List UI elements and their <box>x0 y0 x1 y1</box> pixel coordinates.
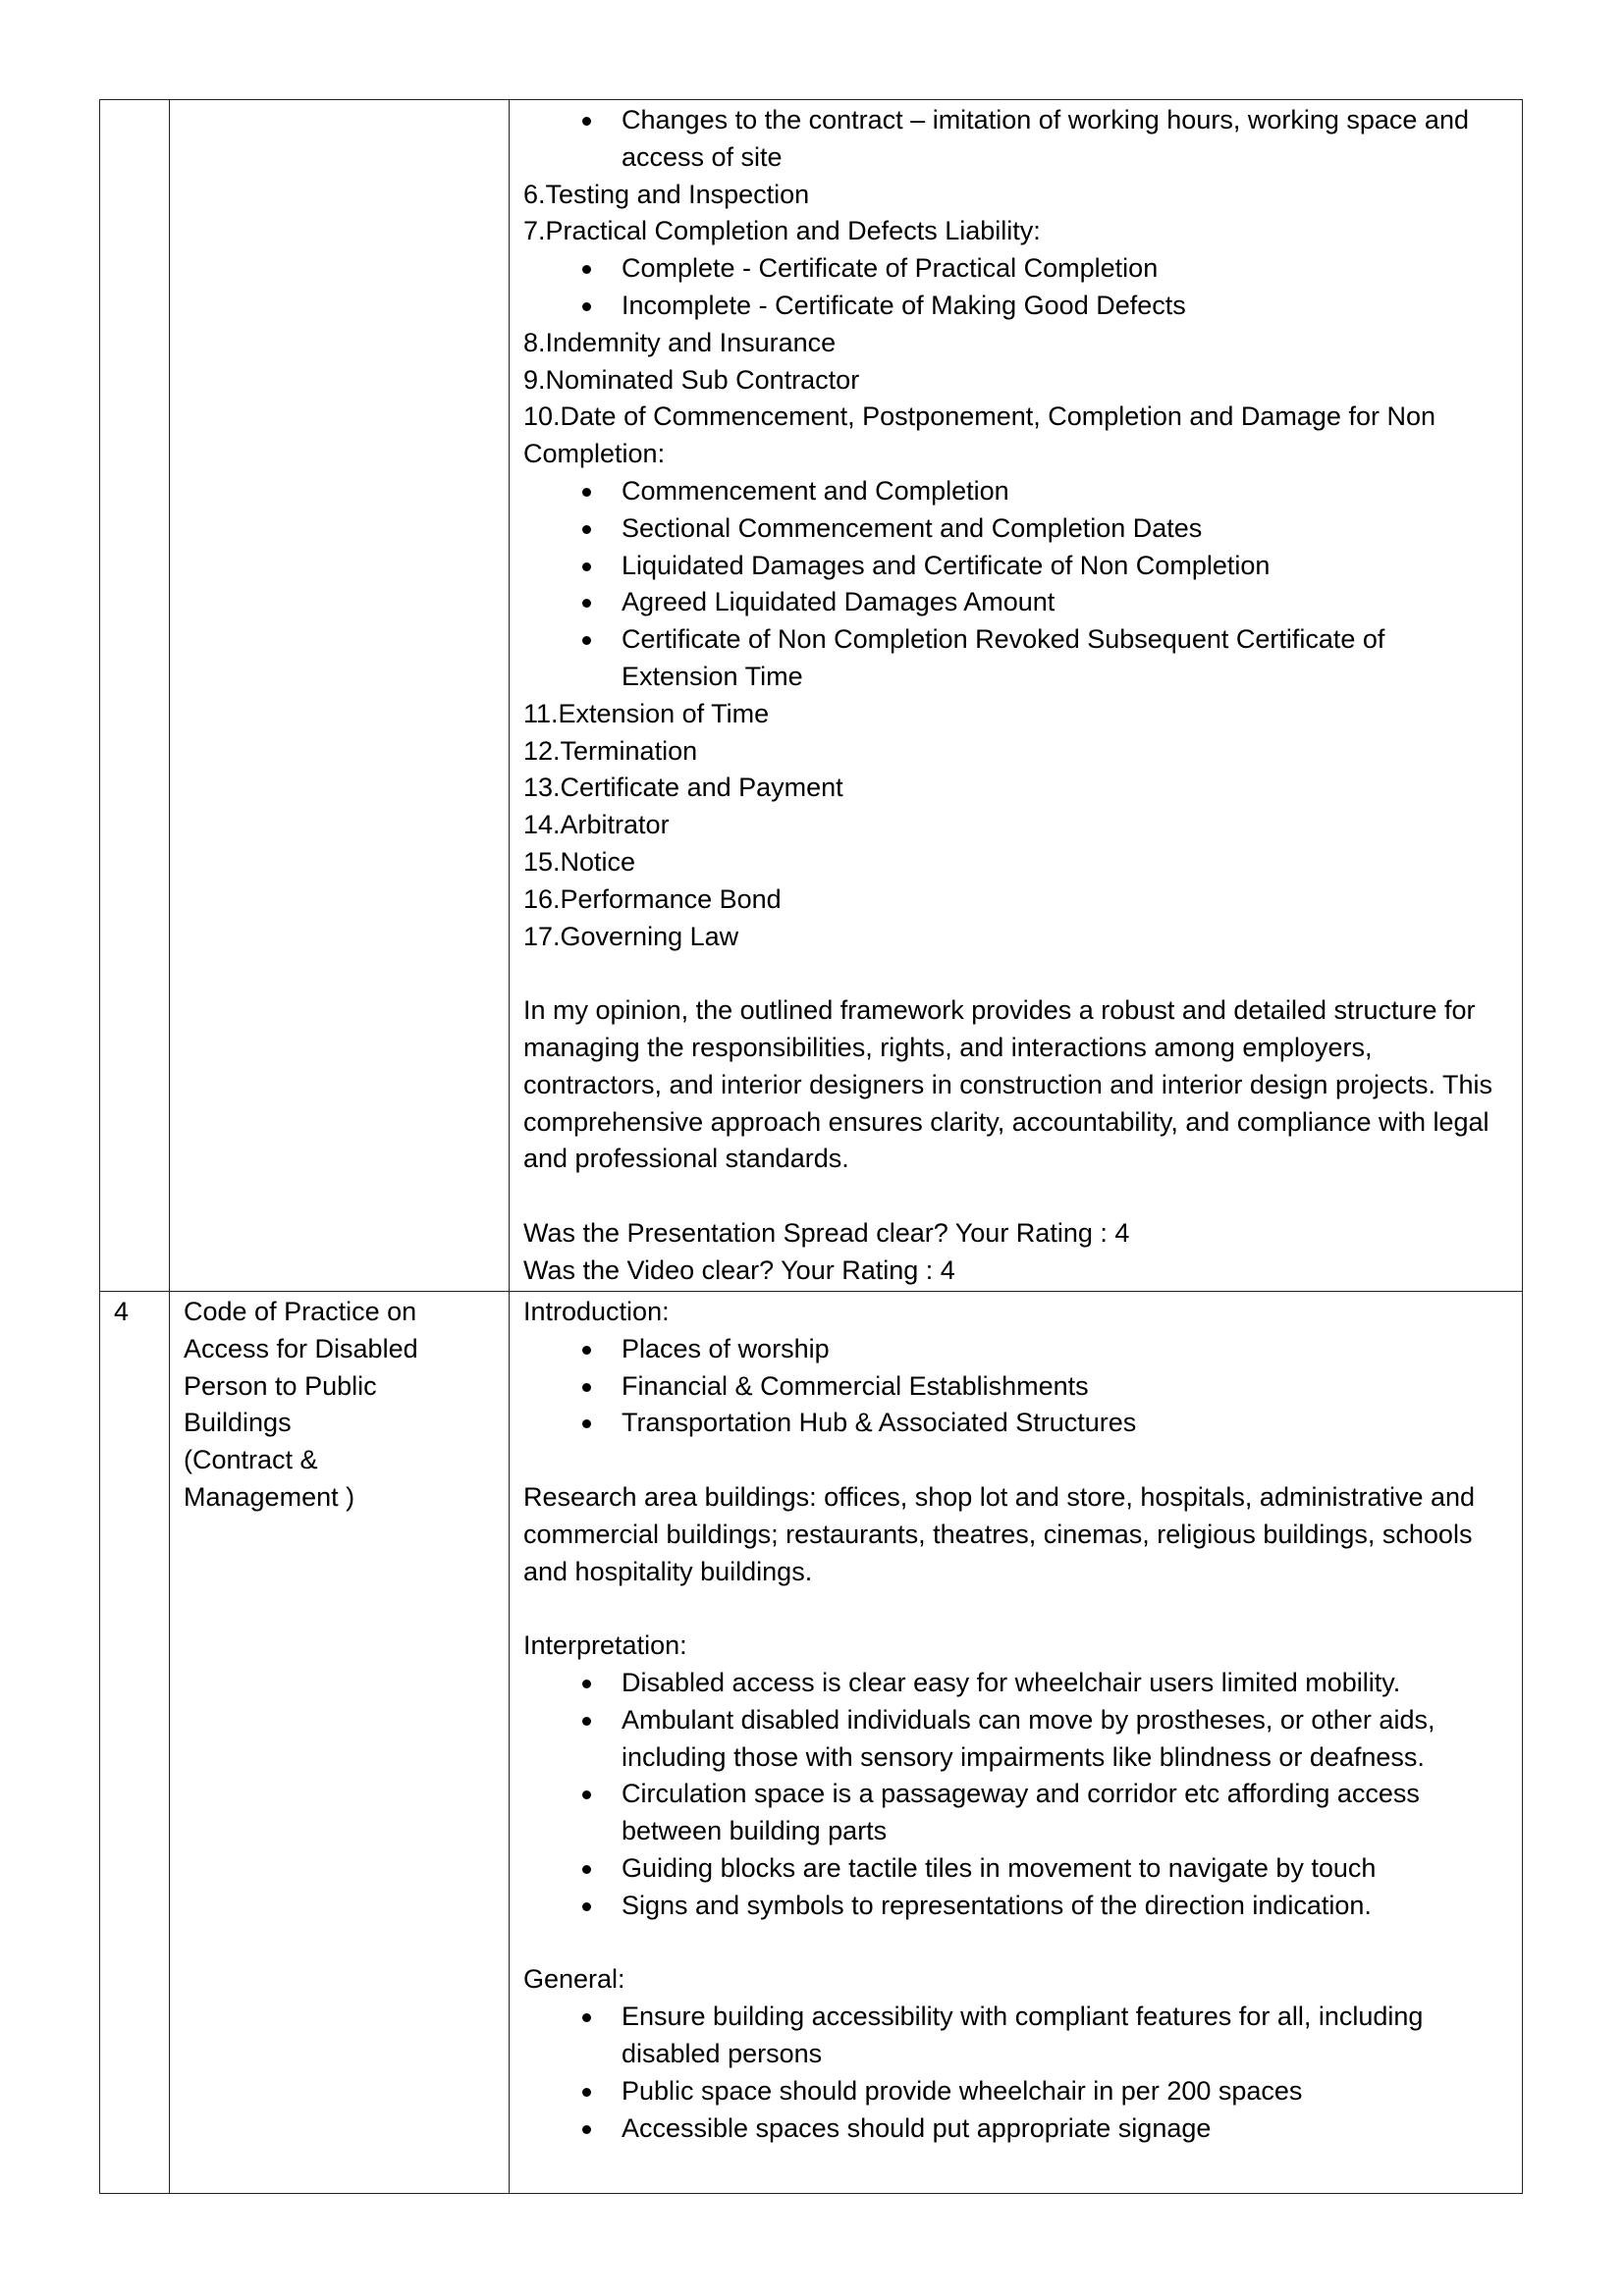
list-item: Signs and symbols to representations of the direction indication. <box>523 1888 1508 1925</box>
list-item: Changes to the contract – imitation of working hours, working space and access of site <box>523 102 1508 177</box>
number-cell <box>100 100 170 1292</box>
content-cell <box>510 1292 1523 2194</box>
list-item: Commencement and Completion <box>523 473 1508 510</box>
topic-cell <box>170 100 510 1292</box>
list-item: Guiding blocks are tactile tiles in movement to navigate by touch <box>523 1850 1508 1888</box>
bullet-icon <box>582 1865 591 1874</box>
topic-line: Buildings <box>184 1408 292 1438</box>
table-row <box>100 100 1523 1292</box>
list-item: Financial & Commercial Establishments <box>523 1368 1508 1406</box>
bullet-list <box>523 473 1508 696</box>
topic-line: Person to Public <box>184 1370 377 1401</box>
bullet-icon <box>582 525 591 534</box>
bullet-icon <box>582 1902 591 1911</box>
list-item: Disabled access is clear easy for wheelchair users limited mobility. <box>523 1665 1508 1702</box>
bullet-icon <box>582 562 591 571</box>
bullet-icon <box>582 1346 591 1355</box>
bullet-icon <box>582 117 591 126</box>
bullet-icon <box>582 265 591 274</box>
bullet-list <box>523 1999 1508 2147</box>
section-heading: Interpretation: <box>523 1630 687 1661</box>
clause-item: 12.Termination <box>523 735 698 766</box>
clause-item: 6.Testing and Inspection <box>523 179 810 209</box>
bullet-icon <box>582 2013 591 2022</box>
topic-line: Code of Practice on <box>184 1297 417 1326</box>
clause-item: 16.Performance Bond <box>523 883 782 914</box>
list-item: Certificate of Non Completion Revoked Subsequent Certificate of Extension Time <box>523 621 1508 696</box>
bullet-icon <box>582 488 591 497</box>
bullet-icon <box>582 636 591 645</box>
bullet-list <box>523 250 1508 325</box>
topic-line: (Contract & <box>184 1445 318 1475</box>
list-item: Public space should provide wheelchair in per 200 spaces <box>523 2073 1508 2110</box>
clause-item: 17.Governing Law <box>523 921 739 951</box>
bullet-icon <box>582 599 591 608</box>
list-item: Incomplete - Certificate of Making Good Defects <box>523 288 1508 325</box>
content-cell <box>510 100 1523 1292</box>
list-item: Complete - Certificate of Practical Completion <box>523 250 1508 288</box>
list-item: Accessible spaces should put appropriate signage <box>523 2110 1508 2148</box>
topic-line: Access for Disabled <box>184 1333 418 1363</box>
list-item: Ambulant disabled individuals can move by prostheses, or other aids, including those with sensory impairments like blindness or deafness. <box>523 1702 1508 1777</box>
list-item: Places of worship <box>523 1331 1508 1368</box>
clause-item: 13.Certificate and Payment <box>523 773 843 803</box>
bullet-list <box>523 102 1508 177</box>
clause-item: 8.Indemnity and Insurance <box>523 327 837 357</box>
report-table <box>99 99 1523 2194</box>
bullet-icon <box>582 302 591 311</box>
clause-item: 10.Date of Commencement, Postponement, Completion and Damage for Non Completion: <box>523 401 1435 469</box>
clause-item: 14.Arbitrator <box>523 810 670 840</box>
list-item: Ensure building accessibility with compliant features for all, including disabled persons <box>523 1999 1508 2073</box>
presentation-rating: Was the Presentation Spread clear? Your Rating : 4 <box>523 1217 1130 1248</box>
bullet-icon <box>582 2125 591 2134</box>
bullet-icon <box>582 1383 591 1392</box>
bullet-icon <box>582 1790 591 1799</box>
list-item: Transportation Hub & Associated Structures <box>523 1405 1508 1442</box>
bullet-icon <box>582 1419 591 1428</box>
video-rating: Was the Video clear? Your Rating : 4 <box>523 1255 955 1285</box>
topic-cell <box>170 1292 510 2194</box>
clause-item: 9.Nominated Sub Contractor <box>523 364 860 395</box>
bullet-icon <box>582 1680 591 1688</box>
bullet-icon <box>582 1717 591 1726</box>
section-heading: Introduction: <box>523 1297 670 1326</box>
topic-line: Management ) <box>184 1481 355 1512</box>
list-item: Liquidated Damages and Certificate of Non Completion <box>523 548 1508 585</box>
bullet-icon <box>582 2088 591 2097</box>
table-row <box>100 1292 1523 2194</box>
number-cell: 4 <box>100 1292 170 2194</box>
clause-item: 11.Extension of Time <box>523 698 770 728</box>
list-item: Agreed Liquidated Damages Amount <box>523 584 1508 621</box>
bullet-list <box>523 1331 1508 1442</box>
bullet-list <box>523 1665 1508 1925</box>
section-heading: General: <box>523 1964 625 1995</box>
opinion-paragraph: In my opinion, the outlined framework provides a robust and detailed structure for managing the responsibilities, rights, and interactions among employers, contractors, and interior designers in construction and interior design projects. This comprehensive approach ensures clarity, accountability, and compliance with legal and professional standards. <box>523 995 1493 1174</box>
clause-item: 15.Notice <box>523 846 636 877</box>
clause-item: 7.Practical Completion and Defects Liability: <box>523 216 1041 246</box>
list-item: Circulation space is a passageway and corridor etc affording access between building parts <box>523 1776 1508 1850</box>
list-item: Sectional Commencement and Completion Dates <box>523 510 1508 548</box>
research-paragraph: Research area buildings: offices, shop lot and store, hospitals, administrative and commercial buildings; restaurants, theatres, cinemas, religious buildings, schools and hospitality buildings. <box>523 1481 1476 1586</box>
